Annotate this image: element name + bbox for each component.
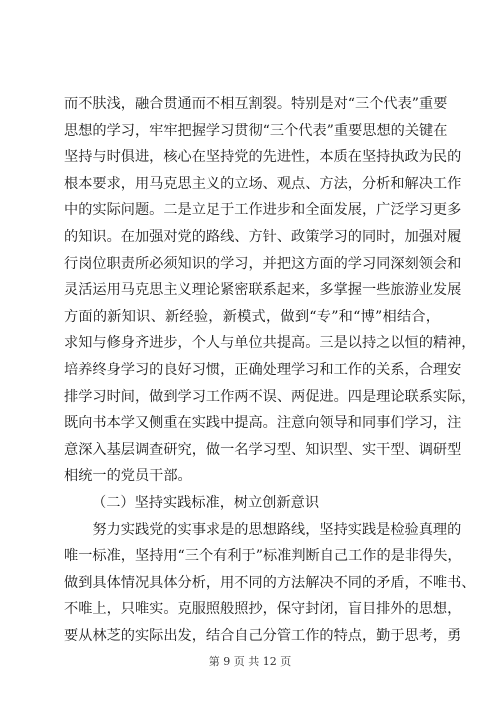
text-line: 坚持与时俱进，核心在坚持党的先进性，本质在坚持执政为民的 <box>64 149 462 166</box>
text-line: 唯一标准，坚持用“三个有利于”标准判断自己工作的是非得失， <box>64 548 462 565</box>
text-line: 相统一的党员干部。 <box>64 468 192 485</box>
text-line: 排学习时间，做到学习工作两不误、两促进。四是理论联系实际， <box>64 388 476 405</box>
text-line: 不唯上，只唯实。克服照般照抄，保守封闭，盲目排外的思想， <box>64 601 462 618</box>
text-line: 方面的新知识、新经验，新模式，做到“专”和“博”相结合， <box>64 308 440 325</box>
text-line: 要从林芝的实际出发，结合自己分管工作的特点，勤于思考，勇 <box>64 627 462 644</box>
section-heading: （二）坚持实践标准，树立创新意识 <box>92 494 320 511</box>
text-line: 意深入基层调查研究，做一名学习型、知识型、实干型、调研型 <box>64 441 462 458</box>
text-line: 培养终身学习的良好习惯，正确处理学习和工作的关系，合理安 <box>64 361 462 378</box>
page-number-footer: 第 9 页 共 12 页 <box>208 655 292 668</box>
text-line: 做到具体情况具体分析，用不同的方法解决不同的矛盾，不唯书、 <box>64 574 476 591</box>
text-line: 中的实际问题。二是立足于工作进步和全面发展，广泛学习更多 <box>64 202 462 219</box>
text-line: 思想的学习，牢牢把握学习贯彻“三个代表”重要思想的关键在 <box>64 122 448 139</box>
document-body <box>64 91 476 649</box>
text-line: 努力实践党的实事求是的思想路线，坚持实践是检验真理的 <box>64 521 462 538</box>
text-line: 既向书本学又侧重在实践中提高。注意向领导和同事们学习，注 <box>64 415 462 432</box>
text-line: 根本要求，用马克思主义的立场、观点、方法，分析和解决工作 <box>64 175 462 192</box>
text-line: 的知识。在加强对党的路线、方针、政策学习的同时，加强对履 <box>64 228 462 245</box>
text-line: 灵活运用马克思主义理论紧密联系起来，多掌握一些旅游业发展 <box>64 282 462 299</box>
paragraph-2 <box>64 517 476 650</box>
paragraph-1 <box>64 91 476 490</box>
text-line: 而不肤浅，融合贯通而不相互割裂。特别是对“三个代表”重要 <box>64 96 448 112</box>
text-line: 行岗位职责所必须知识的学习，并把这方面的学习同深刻领会和 <box>64 255 462 272</box>
text-line: 求知与修身齐进步，个人与单位共提高。三是以持之以恒的精神， <box>64 335 476 352</box>
